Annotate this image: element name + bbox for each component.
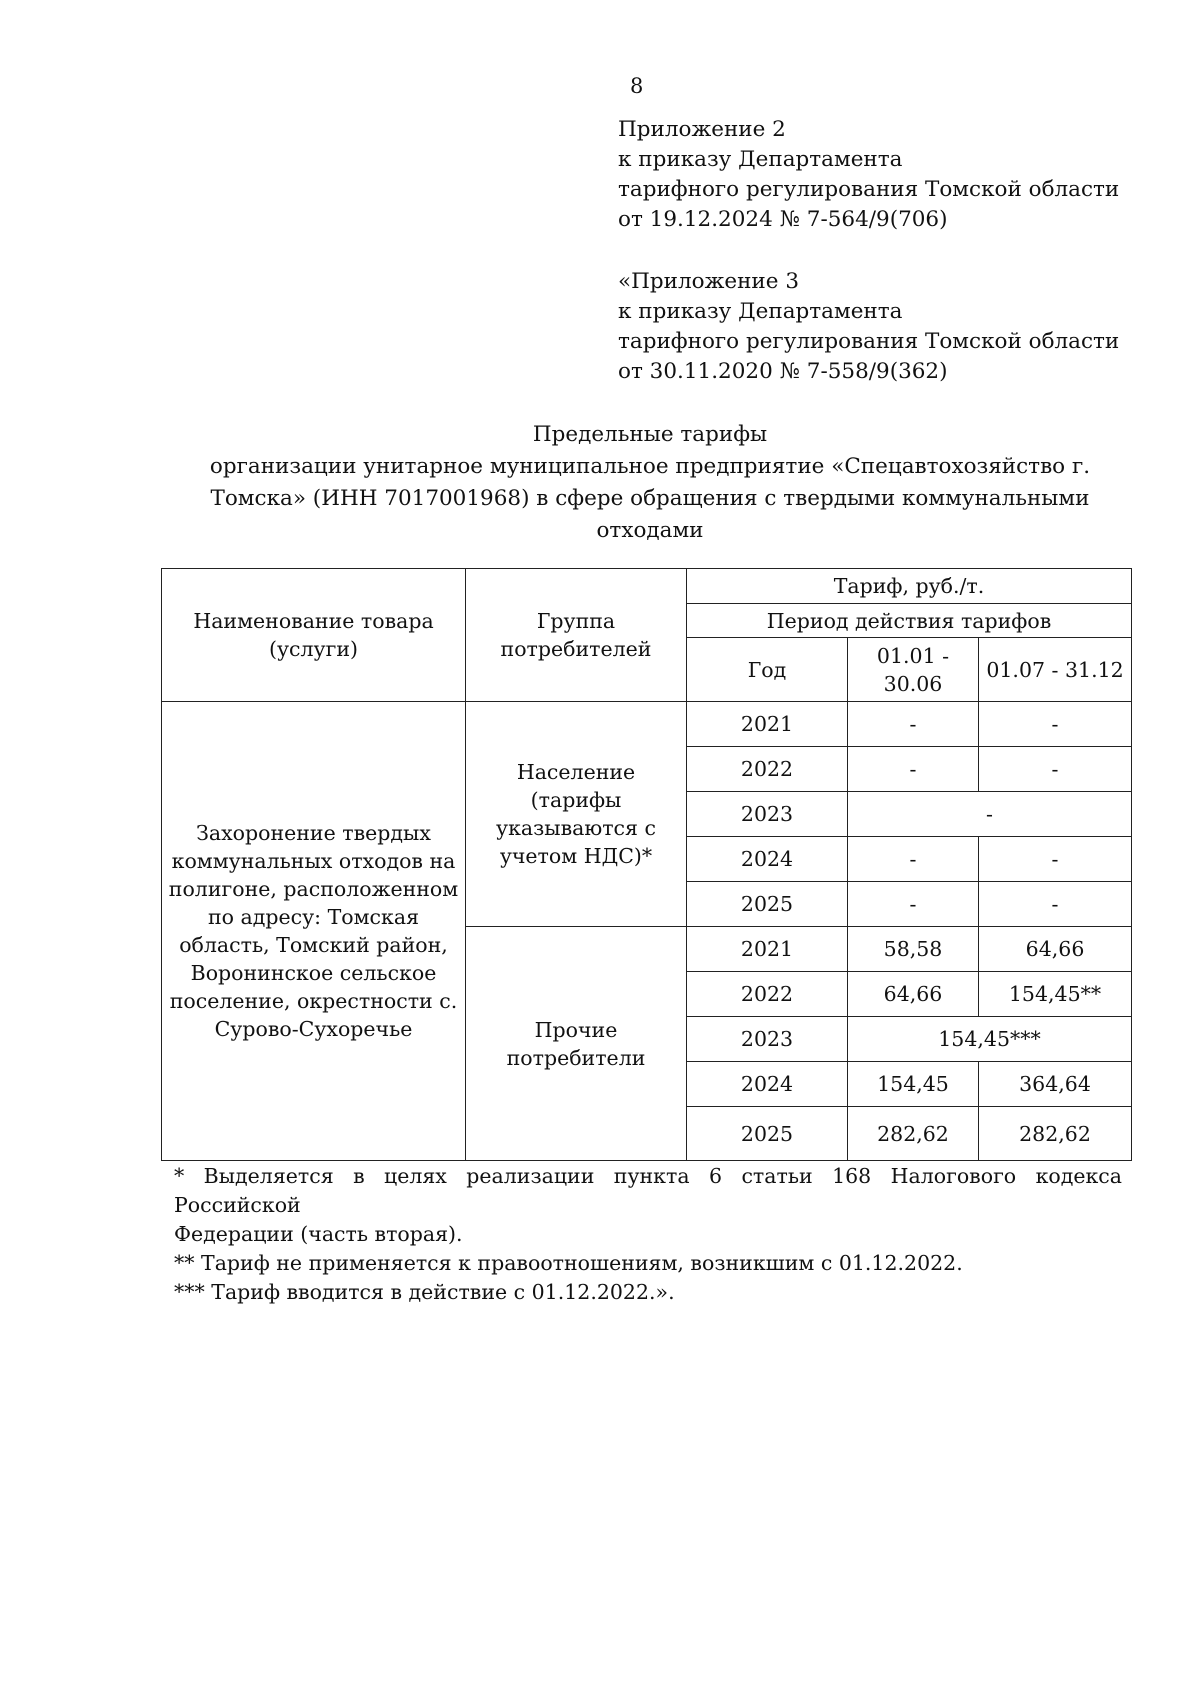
tariff-cell: -	[979, 702, 1132, 747]
appendix-header-line: от 19.12.2024 № 7-564/9(706)	[618, 207, 948, 232]
page-number: 8	[630, 74, 644, 98]
year-cell: 2025	[687, 882, 848, 927]
year-cell: 2023	[687, 1017, 848, 1062]
tariff-cell: -	[848, 837, 979, 882]
consumer-group-other: Прочие потребители	[466, 927, 687, 1161]
referenced-appendix	[618, 267, 1178, 387]
header-period: Период действия тарифов	[687, 604, 1132, 638]
document-title	[205, 419, 1095, 547]
tariff-cell: 64,66	[979, 927, 1132, 972]
header-year: Год	[687, 638, 848, 702]
tariff-cell-merged: -	[848, 792, 1132, 837]
title-line: Предельные тарифы	[532, 422, 768, 447]
header-period-second-half: 01.07 - 31.12	[979, 638, 1132, 702]
appendix-header-line: к приказу Департамента	[618, 147, 903, 172]
referenced-appendix-line: от 30.11.2020 № 7-558/9(362)	[618, 359, 948, 384]
footnote-line: * Выделяется в целях реализации пункта 6 статьи 168 Налогового кодекса Российской	[174, 1164, 1122, 1217]
year-cell: 2025	[687, 1107, 848, 1161]
year-cell: 2023	[687, 792, 848, 837]
year-cell: 2022	[687, 747, 848, 792]
tariff-cell: 58,58	[848, 927, 979, 972]
header-consumer-group: Группа потребителей	[466, 569, 687, 702]
footnotes	[174, 1162, 1122, 1307]
header-product: Наименование товара (услуги)	[162, 569, 466, 702]
consumer-group-population: Население (тарифы указываются с учетом НДС)*	[466, 702, 687, 927]
tariff-cell: -	[979, 837, 1132, 882]
appendix-header-line: Приложение 2	[618, 117, 786, 142]
table-row	[162, 702, 1132, 747]
tariff-cell: 282,62	[979, 1107, 1132, 1161]
tariff-cell: 64,66	[848, 972, 979, 1017]
product-name-cell: Захоронение твердых коммунальных отходов на полигоне, расположенном по адресу: Томская область, Томский район, Воронинское сельское поселение, окрестности с. Сурово-Сухоречье	[162, 702, 466, 1161]
tariff-cell: 364,64	[979, 1062, 1132, 1107]
year-cell: 2021	[687, 927, 848, 972]
year-cell: 2024	[687, 837, 848, 882]
referenced-appendix-line: тарифного регулирования Томской области	[618, 329, 1120, 354]
year-cell: 2021	[687, 702, 848, 747]
tariff-cell-merged: 154,45***	[848, 1017, 1132, 1062]
title-line: отходами	[596, 518, 704, 543]
tariff-cell: -	[979, 747, 1132, 792]
tariff-cell: -	[848, 747, 979, 792]
tariff-cell: -	[848, 882, 979, 927]
header-tariff: Тариф, руб./т.	[687, 569, 1132, 604]
tariff-cell: -	[848, 702, 979, 747]
footnote-line: ** Тариф не применяется к правоотношениям, возникшим с 01.12.2022.	[174, 1251, 963, 1275]
referenced-appendix-line: к приказу Департамента	[618, 299, 903, 324]
footnote-line: Федерации (часть вторая).	[174, 1222, 463, 1246]
tariff-cell: 282,62	[848, 1107, 979, 1161]
appendix-header-line: тарифного регулирования Томской области	[618, 177, 1120, 202]
header-period-first-half: 01.01 - 30.06	[848, 638, 979, 702]
title-line: организации унитарное муниципальное предприятие «Спецавтохозяйство г.	[209, 454, 1091, 479]
referenced-appendix-line: «Приложение 3	[618, 269, 799, 294]
year-cell: 2022	[687, 972, 848, 1017]
footnote-line: *** Тариф вводится в действие с 01.12.2022.».	[174, 1280, 675, 1304]
appendix-header	[618, 115, 1178, 235]
tariff-cell: 154,45	[848, 1062, 979, 1107]
tariff-cell: -	[979, 882, 1132, 927]
tariff-table	[161, 568, 1132, 1161]
tariff-cell: 154,45**	[979, 972, 1132, 1017]
title-line: Томска» (ИНН 7017001968) в сфере обращения с твердыми коммунальными	[210, 486, 1090, 511]
year-cell: 2024	[687, 1062, 848, 1107]
